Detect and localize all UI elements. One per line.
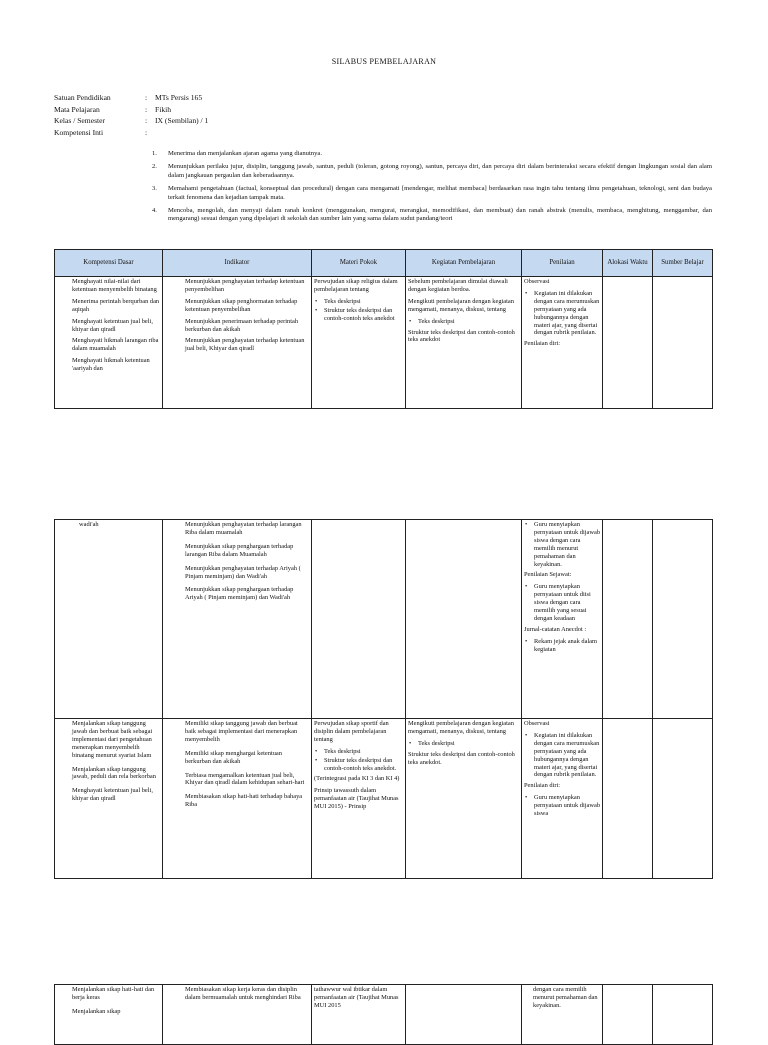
meta-value: IX (Sembilan) / 1 xyxy=(155,116,209,126)
list-item: • Guru menyiapkan pernyataan untuk dijawab siswa dengan cara memilih menurut pemahaman dan keyakinan. xyxy=(533,521,600,568)
indikator-cell: Membiasakan sikap kerja keras dan disiplin dalam bermuamalah untuk menghindari Riba xyxy=(163,985,312,1045)
syllabus-table-1 xyxy=(54,249,713,409)
penilaian-cell: • Guru menyiapkan pernyataan untuk dijawab siswa dengan cara memilih menurut pemahaman dan keyakinan. Penilaian Sejawat: • Guru menyiapkan pernyataan untuk diisi siswa dengan cara memilih yang sesuai dengan keadaan Jurnal-catatan Anecdot : • Rekam jejak anak dalam kegiatan xyxy=(522,520,603,719)
list-item: • Teks deskripsi xyxy=(417,318,519,326)
syllabus-table-2 xyxy=(54,519,713,879)
alokasi-cell xyxy=(603,985,653,1045)
column-header: Penilaian xyxy=(522,250,603,277)
ki-item: 3. Memahami pengetahuan (factual, konseptual dan procedural) dengan cara mengamati [mendengar, melihat membaca] berdasarkan rasa ingin tahu tentang ilmu pengetahuan, teknologi, seni dan budaya terkait fenomena dan kejadian tampak mata. xyxy=(152,184,712,201)
sumber-cell xyxy=(653,985,713,1045)
ki-item: 4. Mencoba, mengolah, dan menyaji dalam ranah konkret (menggunakan, mengurai, merangkai, memodifikasi, dan membuat) dan ranah abstrak (menulis, membaca, menghitung, menggambar, dan mengarang) sesuai dengan yang dipelajari di sekolah dan sumber lain yang sama dalam sudut pandang/teori xyxy=(152,206,712,223)
penilaian-cell: Observasi • Kegiatan ini dilakukan dengan cara merumuskan pernyataan yang ada hubungannya dengan materi ajar, yang disertai dengan rubrik penilaian. Penilaian diri: • Guru menyiapkan pernyataan untuk dijawab siswa xyxy=(522,719,603,879)
kegiatan-cell: Mengikuti pembelajaran dengan kegiatan mengamati, menanya, diskusi, tentang • Teks deskripsi Struktur teks deskripsi dan contoh-contoh teks anekdot. xyxy=(406,719,522,879)
kegiatan-cell xyxy=(406,520,522,719)
list-item: • Teks deskripsi xyxy=(323,748,403,756)
alokasi-cell xyxy=(603,277,653,409)
column-header: Kompetensi Dasar xyxy=(55,250,163,277)
list-item: • Rekam jejak anak dalam kegiatan xyxy=(533,638,600,654)
sumber-cell xyxy=(653,520,713,719)
kd-cell: Menjalankan sikap tanggung jawab dan berbuat baik sebagai implementasi dari pengetahuan menerapkan menyembelih binatang menurut syariat Islam Menjalankan sikap tanggung jawab, peduli dan rela berkorban Menghayati ketentuan jual beli, khiyar dan qiradl xyxy=(55,719,163,879)
alokasi-cell xyxy=(603,719,653,879)
list-item: • Teks deskripsi xyxy=(323,298,403,306)
syllabus-table-3 xyxy=(54,984,713,1045)
list-item: • Struktur teks deskripsi dan contoh-contoh teks anekdot. xyxy=(323,757,403,773)
materi-cell xyxy=(312,520,406,719)
penilaian-cell: Observasi • Kegiatan ini dilakukan dengan cara merumuskan pernyataan yang ada hubungannya dengan materi ajar, yang disertai dengan rubrik penilaian. Penilaian diri: xyxy=(522,277,603,409)
table-row xyxy=(55,520,713,719)
list-item: • Guru menyiapkan pernyataan untuk dijawab siswa xyxy=(533,794,600,818)
list-item: • Teks deskripsi xyxy=(417,740,519,748)
indikator-cell: Menunjukkan penghayatan terhadap larangan Riba dalam muamalah Menunjukkan sikap penghargaan terhadap larangan Riba dalam Muamalah Menunjukkan penghayatan terhadap Ariyah ( Pinjam meminjam) dan Wadi'ah Menunjukkan sikap penghargaan terhadap Ariyah ( Pinjam meminjam) dan Wadi'ah xyxy=(163,520,312,719)
kegiatan-cell: Sebelum pembelajaran dimulai diawali dengan kegiatan berdoa. Mengikuti pembelajaran dengan kegiatan mengamati, menanya, diskusi, tentang • Teks deskripsi Struktur teks deskripsi dan contoh-contoh teks anekdot xyxy=(406,277,522,409)
materi-cell: tathawwur wal ibtikar dalam pemanfaatan air (Taujihat Munas MUI 2015 xyxy=(312,985,406,1045)
meta-value: MTs Persis 165 xyxy=(155,93,203,102)
materi-cell: Perwujudan sikap religius dalam pembelajaran tentang • Teks deskripsi • Struktur teks deskripsi dan contoh-contoh teks anekdot xyxy=(312,277,406,409)
meta-key: Kompetensi Inti xyxy=(54,127,104,137)
table-row xyxy=(55,985,713,1045)
meta-value: Fikih xyxy=(155,104,172,114)
kd-cell: wadi'ah xyxy=(55,520,163,719)
meta-key: Mata Pelajaran xyxy=(54,104,100,114)
penilaian-cell: dengan cara memilih menurut pemahaman dan keyakinan. xyxy=(522,985,603,1045)
kompetensi-inti-list xyxy=(152,150,712,228)
page-title: SILABUS PEMBELAJARAN xyxy=(331,57,437,66)
materi-cell: Perwujudan sikap sportif dan disiplin dalam pembelajaran tentang • Teks deskripsi • Struktur teks deskripsi dan contoh-contoh teks anekdot. (Terintegrasi pada KI 3 dan KI 4) Prinsip tawassuth dalam pemanfaatan air (Taujihat Munas MUI 2015) - Prinsip xyxy=(312,719,406,879)
alokasi-cell xyxy=(603,520,653,719)
kegiatan-cell xyxy=(406,985,522,1045)
ki-item: 1. Menerima dan menjalankan ajaran agama yang dianutnya. xyxy=(152,150,322,157)
table-row xyxy=(55,719,713,879)
sumber-cell xyxy=(653,277,713,409)
sumber-cell xyxy=(653,719,713,879)
meta-key: Satuan Pendidikan xyxy=(54,93,111,102)
column-header: Kegiatan Pembelajaran xyxy=(406,250,522,277)
list-item: • Guru menyiapkan pernyataan untuk diisi siswa dengan cara memilih yang sesuai dengan keadaan xyxy=(533,583,600,623)
kd-cell: Menghayati nilai-nilai dari ketentuan menyembelih binatang Menerima perintah berqurban dan aqiqah Menghayati ketentuan jual beli, khiyar dan qiradl Menghayati hikmah larangan riba dalam muamalah Menghayati hikmah ketentuan 'aariyah dan xyxy=(55,277,163,409)
column-header: Materi Pokok xyxy=(312,250,406,277)
column-header: Alokasi Waktu xyxy=(603,250,653,277)
ki-item: 2. Menunjukkan perilaku jujur, disiplin, tanggung jawab, santun, peduli (toleran, gotong royong), santun, percaya diri, dan percaya diri dalam berinteraksi secara efektif dengan lingkungan sosial dan alam dalam jangkauan pergaulan dan keberadaannya. xyxy=(152,162,712,179)
document-page: SILABUS PEMBELAJARAN Satuan Pendidikan : MTs Persis 165 Mata Pelajaran : Fikih Kelas / Semester : IX (Sembilan) / 1 Kompetensi Inti : 1. Menerima dan menjalankan ajaran agama yang dianutnya. 2. Menunjukkan perilaku jujur, disiplin, tanggung jawab, santun, peduli (toleran, gotong royong), santun, percaya diri, dan percaya diri dalam berinteraksi secara efektif dengan lingkungan sosial dan alam dalam jangkauan pergaulan dan keberadaannya. 3. Memahami pengetahuan (factual, konseptual dan procedural) dengan cara mengamati [mendengar, melihat membaca] berdasarkan rasa ingin tahu tentang ilmu pengetahuan, teknologi, seni dan budaya terkait fenomena dan kejadian tampak mata. 4. Mencoba, mengolah, dan menyaji dalam ranah konkret (menggunakan, mengurai, merangkai, memodifikasi, dan membuat) dan ranah abstrak (menulis, membaca, menghitung, menggambar, dan mengarang) sesuai dengan yang dipelajari di sekolah dan sumber lain yang sama dalam sudut pandang/teori Kompetensi Dasar Indikator Materi Pokok Kegiatan Pembelajaran Penilaian Alokasi Waktu Sumber Belajar Menghayati nilai-nilai dari ketentuan menyembelih binatang Menerima perintah berqurban dan aqiqah Menghayati ketentuan jual beli, khiyar dan qiradl Menghayati hikmah larangan riba dalam muamalah Menghayati hikmah ketentuan 'aariyah dan Menunjukkan penghayatan terhadap ketentuan penyembelihan Menunjukkan sikap penghormatan terhadap ketentuan penyembelihan Menunjukkan penerimaan terhadap perintah berkurban dan akikah Menunjukkan penghayatan terhadap ketentuan jual beli, Khiyar dan qiradl Perwujudan sikap religius dalam pembelajaran tentang • Teks deskripsi • Struktur teks deskripsi dan contoh-contoh teks anekdot Sebelum pembelajaran dimulai diawali dengan kegiatan berdoa. Mengikuti pembelajaran dengan kegiatan mengamati, menanya, diskusi, tentang • Teks deskripsi Struktur teks deskripsi dan contoh-contoh teks anekdot Observasi • Kegiatan ini dilakukan dengan cara merumuskan pernyataan yang ada hubungannya dengan materi ajar, yang disertai dengan rubrik penilaian. Penilaian diri: wadi'ah Menunjukkan penghayatan terhadap larangan Riba dalam muamalah Menunjukkan sikap penghargaan terhadap larangan Riba dalam Muamalah Menunjukkan penghayatan terhadap Ariyah ( Pinjam meminjam) dan Wadi'ah Menunjukkan sikap penghargaan terhadap Ariyah ( Pinjam meminjam) dan Wadi'ah • Guru menyiapkan pernyataan untuk dijawab siswa dengan cara memilih menurut pemahaman dan keyakinan. Penilaian Sejawat: • Guru menyiapkan pernyataan untuk diisi siswa dengan cara memilih yang sesuai dengan keadaan Jurnal-catatan Anecdot : • Rekam jejak anak dalam kegiatan Menjalankan sikap tanggung jawab dan berbuat baik sebagai implementasi dari pengetahuan menerapkan menyembelih binatang menurut syariat Islam Menjalankan sikap tanggung jawab, peduli dan rela berkorban Menghayati ketentuan jual beli, khiyar dan qiradl Memiliki sikap tanggung jawab dan berbuat baik sebagai implementasi dari menerapkan menyembelih Memiliki sikap menghargai ketentuan berkurban dan akikah Terbiasa mengamalkan ketentuan jual beli, Khiyar dan qiradl dalam kehidupan sehari-hari Membiasakan sikap hati-hati terhadap bahaya Riba Perwujudan sikap sportif dan disiplin dalam pembelajaran tentang • Teks deskripsi • Struktur teks deskripsi dan contoh-contoh teks anekdot. (Terintegrasi pada KI 3 dan KI 4) Prinsip tawassuth dalam pemanfaatan air (Taujihat Munas MUI 2015) - Prinsip Mengikuti pembelajaran dengan kegiatan mengamati, menanya, diskusi, tentang • Teks deskripsi Struktur teks deskripsi dan contoh-contoh teks anekdot. Observasi • Kegiatan ini dilakukan dengan cara merumuskan pernyataan yang ada hubungannya dengan materi ajar, yang disertai dengan rubrik penilaian. Penilaian diri: • Guru menyiapkan pernyataan untuk dijawab siswa Menjalankan sikap hati-hati dan berja keras Menjalankan sikap Membiasakan sikap kerja keras dan disiplin dalam bermuamalah untuk menghindari Riba tathawwur wal ibtikar dalam pemanfaatan air (Taujihat Munas MUI 2015 dengan cara memilih menurut pemahaman dan keyakinan. xyxy=(0,0,768,1024)
column-header: Sumber Belajar xyxy=(653,250,713,277)
list-item: • Struktur teks deskripsi dan contoh-contoh teks anekdot xyxy=(323,307,403,323)
kd-cell: Menjalankan sikap hati-hati dan berja keras Menjalankan sikap xyxy=(55,985,163,1045)
table-header-row xyxy=(55,250,713,277)
indikator-cell: Menunjukkan penghayatan terhadap ketentuan penyembelihan Menunjukkan sikap penghormatan terhadap ketentuan penyembelihan Menunjukkan penerimaan terhadap perintah berkurban dan akikah Menunjukkan penghayatan terhadap ketentuan jual beli, Khiyar dan qiradl xyxy=(163,277,312,409)
indikator-cell: Memiliki sikap tanggung jawab dan berbuat baik sebagai implementasi dari menerapkan menyembelih Memiliki sikap menghargai ketentuan berkurban dan akikah Terbiasa mengamalkan ketentuan jual beli, Khiyar dan qiradl dalam kehidupan sehari-hari Membiasakan sikap hati-hati terhadap bahaya Riba xyxy=(163,719,312,879)
table-row xyxy=(55,277,713,409)
meta-key: Kelas / Semester xyxy=(54,116,106,126)
column-header: Indikator xyxy=(163,250,312,277)
list-item: • Kegiatan ini dilakukan dengan cara merumuskan pernyataan yang ada hubungannya dengan materi ajar, yang disertai dengan rubrik penilaian. xyxy=(533,290,600,337)
list-item: • Kegiatan ini dilakukan dengan cara merumuskan pernyataan yang ada hubungannya dengan materi ajar, yang disertai dengan rubrik penilaian. xyxy=(533,732,600,779)
